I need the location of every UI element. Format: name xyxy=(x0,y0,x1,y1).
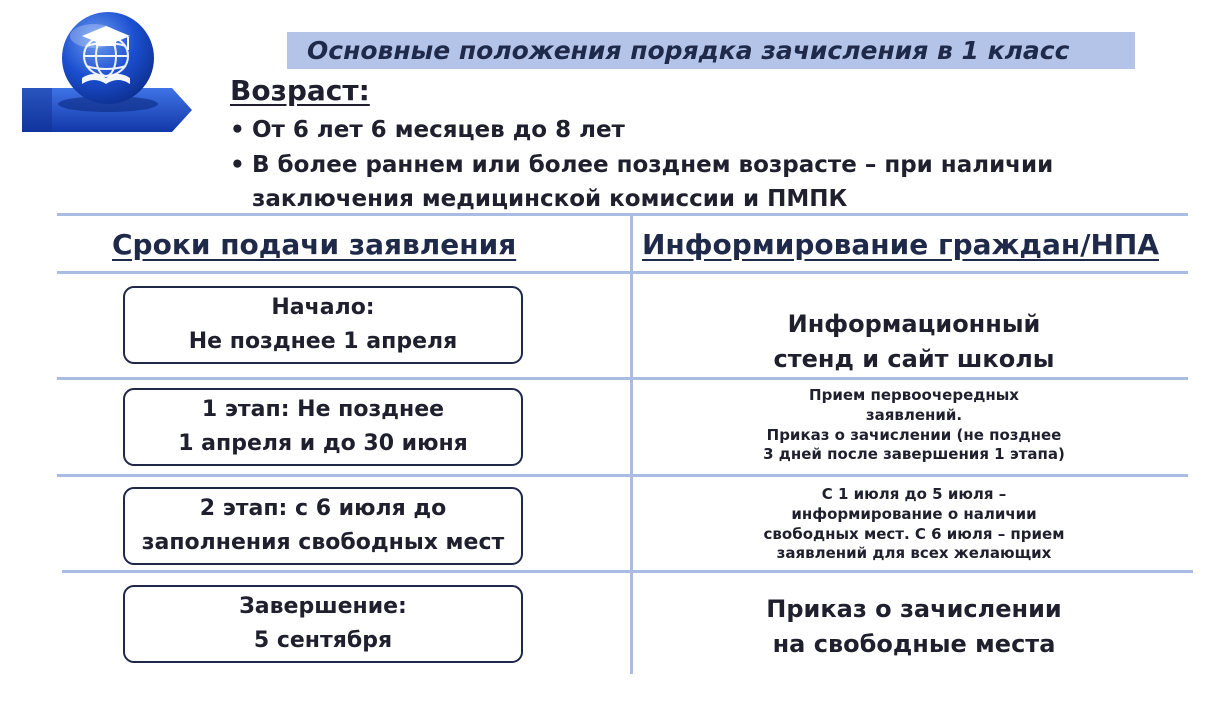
info-line: информирование о наличии xyxy=(791,504,1037,523)
page-title: Основные положения порядка зачисления в 1 класс xyxy=(307,36,1070,65)
box-line: 2 этап: с 6 июля до xyxy=(199,495,447,521)
row-divider-2 xyxy=(57,474,1188,477)
bullet-marker: • xyxy=(230,117,245,143)
table-top-rule xyxy=(57,213,1188,216)
info-line: Прием первоочередных xyxy=(809,386,1019,404)
box-line: 5 сентября xyxy=(253,628,393,653)
age-heading: Возраст: xyxy=(230,74,370,107)
age-bullet-2-text: В более раннем или более позднем возрасте – при наличии xyxy=(252,152,1054,178)
info-cell-3 xyxy=(640,485,1188,564)
info-line: Приказ о зачислении (не позднее xyxy=(766,425,1062,444)
info-cell-4 xyxy=(640,592,1188,662)
info-cell-1 xyxy=(640,307,1188,377)
title-banner xyxy=(287,32,1135,69)
box-line: 1 апреля и до 30 июня xyxy=(178,431,468,456)
info-line: Приказ о зачислении xyxy=(766,595,1062,623)
info-cell-2 xyxy=(640,386,1188,465)
info-line: заявлений. xyxy=(865,405,963,424)
age-bullet-2 xyxy=(230,152,1054,178)
info-line: С 1 июля до 5 июля – xyxy=(821,485,1007,503)
age-bullet-1 xyxy=(230,117,625,143)
right-column-header: Информирование граждан/НПА xyxy=(642,228,1159,261)
deadline-box-start xyxy=(123,286,523,364)
info-line: стенд и сайт школы xyxy=(773,344,1055,373)
age-bullet-1-text: От 6 лет 6 месяцев до 8 лет xyxy=(252,117,625,143)
header-rule xyxy=(57,271,1188,274)
deadline-box-stage-1 xyxy=(123,388,523,466)
info-line: на свободные места xyxy=(772,629,1056,658)
deadline-box-stage-2 xyxy=(123,487,523,565)
info-line: свободных мест. С 6 июля – прием xyxy=(763,524,1065,543)
deadline-box-end xyxy=(123,585,523,663)
column-divider xyxy=(630,214,633,674)
row-divider-3 xyxy=(62,570,1193,573)
row-divider-1 xyxy=(57,377,1188,380)
box-line: 1 этап: Не позднее xyxy=(201,396,445,422)
info-line: заявлений для всех желающих xyxy=(776,544,1052,563)
info-line: Информационный xyxy=(787,310,1041,338)
info-line: 3 дней после завершения 1 этапа) xyxy=(763,445,1065,464)
box-line: Начало: xyxy=(271,294,375,320)
bullet-marker: • xyxy=(230,152,245,178)
school-globe-emblem-icon xyxy=(22,8,194,138)
left-column-header: Сроки подачи заявления xyxy=(112,228,517,261)
age-bullet-2-continuation: заключения медицинской комиссии и ПМПК xyxy=(252,186,848,212)
box-line: Не позднее 1 апреля xyxy=(188,329,458,354)
box-line: заполнения свободных мест xyxy=(141,530,505,555)
box-line: Завершение: xyxy=(239,593,407,619)
